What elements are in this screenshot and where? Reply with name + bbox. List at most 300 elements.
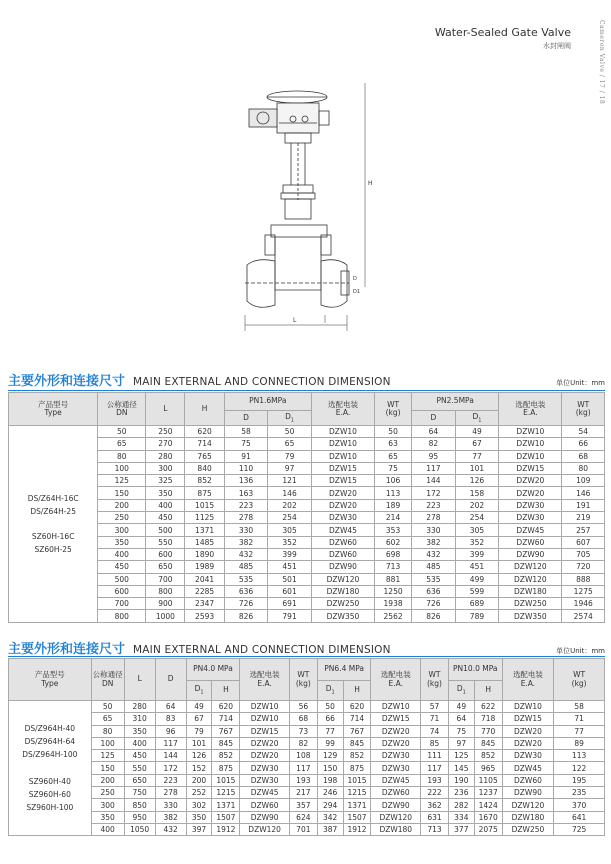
table-cell: DZW20 xyxy=(311,487,374,499)
table-cell: 330 xyxy=(155,799,186,811)
table-cell: 700 xyxy=(146,573,185,585)
table-cell: DZW30 xyxy=(499,499,562,511)
table-cell: 1250 xyxy=(375,585,412,597)
table-cell: DZW10 xyxy=(311,426,374,438)
table-cell: 80 xyxy=(562,462,605,474)
table-cell: 214 xyxy=(375,512,412,524)
table-cell: 350 xyxy=(146,487,185,499)
table-cell: 144 xyxy=(412,475,456,487)
table-cell: 387 xyxy=(317,823,343,835)
table-row xyxy=(9,536,605,548)
table-cell: DZW45 xyxy=(499,524,562,536)
th2-wt-3: WT (kg) xyxy=(554,659,605,701)
table-cell: 278 xyxy=(224,512,268,524)
table-cell: 146 xyxy=(562,487,605,499)
table-cell: 325 xyxy=(146,475,185,487)
table-cell: 800 xyxy=(98,610,146,622)
table-cell: 193 xyxy=(421,774,449,786)
table-cell: 450 xyxy=(146,512,185,524)
type-line: DS/Z964H-100 xyxy=(22,750,78,760)
table-cell: 1125 xyxy=(185,512,224,524)
table-cell: 1946 xyxy=(562,598,605,610)
table-cell: 767 xyxy=(343,725,371,737)
table-cell: 109 xyxy=(562,475,605,487)
table-cell: 400 xyxy=(124,737,155,749)
table-cell: 852 xyxy=(343,750,371,762)
th2-h-2: H xyxy=(343,681,371,701)
table-cell: 2075 xyxy=(474,823,502,835)
table-cell: 432 xyxy=(224,548,268,560)
table-cell: 163 xyxy=(224,487,268,499)
table-cell: 64 xyxy=(448,713,474,725)
section1-unit: 单位Unit：mm xyxy=(556,379,605,387)
table-row xyxy=(9,585,605,597)
table-cell: 370 xyxy=(554,799,605,811)
table-cell: 91 xyxy=(224,450,268,462)
table-cell: 100 xyxy=(91,737,124,749)
table-cell: 96 xyxy=(155,725,186,737)
th-ea-1: 选配电装 E.A. xyxy=(311,393,374,426)
th2-h-3: H xyxy=(474,681,502,701)
valve-drawing xyxy=(205,75,385,340)
table-cell: 305 xyxy=(455,524,499,536)
table-cell: 1015 xyxy=(185,499,224,511)
table-cell: 126 xyxy=(455,475,499,487)
table-cell: 432 xyxy=(155,823,186,835)
table-cell: 79 xyxy=(268,450,312,462)
table-row xyxy=(9,787,605,799)
table-row xyxy=(9,487,605,499)
table-cell: 382 xyxy=(412,536,456,548)
table-cell: 600 xyxy=(98,585,146,597)
table-cell: 68 xyxy=(562,450,605,462)
table-cell: 845 xyxy=(474,737,502,749)
table-cell: 377 xyxy=(448,823,474,835)
table-cell: 2562 xyxy=(375,610,412,622)
table-cell: 56 xyxy=(289,701,317,713)
table-row xyxy=(9,512,605,524)
table-cell: 450 xyxy=(124,750,155,762)
th2-d1-2: $D_1$ xyxy=(317,681,343,701)
table-cell: 222 xyxy=(421,787,449,799)
table-cell: 49 xyxy=(448,701,474,713)
table-cell: 158 xyxy=(455,487,499,499)
table-cell: 1050 xyxy=(124,823,155,835)
actuator-body xyxy=(277,103,319,133)
table-row xyxy=(9,548,605,560)
table-row xyxy=(9,774,605,786)
table-cell: 826 xyxy=(412,610,456,622)
table-cell: DZW350 xyxy=(499,610,562,622)
table-cell: 399 xyxy=(455,548,499,560)
table-cell: 451 xyxy=(268,561,312,573)
table-cell: 75 xyxy=(224,438,268,450)
table-cell: 362 xyxy=(421,799,449,811)
table-cell: 720 xyxy=(562,561,605,573)
table-cell: 550 xyxy=(146,536,185,548)
table-cell: 2574 xyxy=(562,610,605,622)
page-title: Water-Sealed Gate Valve xyxy=(434,26,571,39)
table-cell: 334 xyxy=(448,811,474,823)
table-cell: 900 xyxy=(146,598,185,610)
table-cell: 1371 xyxy=(212,799,240,811)
table-cell: 64 xyxy=(412,426,456,438)
table-cell: 713 xyxy=(421,823,449,835)
table-row xyxy=(9,438,605,450)
table-cell: 852 xyxy=(185,475,224,487)
table-cell: 357 xyxy=(289,799,317,811)
table-cell: 725 xyxy=(554,823,605,835)
table-cell: 97 xyxy=(448,737,474,749)
type-line: DS/Z964H-64 xyxy=(24,737,76,747)
table-cell: DZW120 xyxy=(502,799,554,811)
table-cell: 950 xyxy=(124,811,155,823)
table-cell: DZW15 xyxy=(311,462,374,474)
table-cell: 767 xyxy=(212,725,240,737)
table-cell: 691 xyxy=(268,598,312,610)
table-cell: 500 xyxy=(146,524,185,536)
dim-label-l: L xyxy=(293,317,297,324)
th-d1-1: $D_1$ xyxy=(268,411,312,426)
table-cell: DZW180 xyxy=(502,811,554,823)
table-cell: 689 xyxy=(455,598,499,610)
table-row xyxy=(9,426,605,438)
table-cell: DZW60 xyxy=(499,536,562,548)
table-cell: 550 xyxy=(124,762,155,774)
table-cell: 150 xyxy=(317,762,343,774)
table-cell: 75 xyxy=(375,462,412,474)
table-cell: DZW10 xyxy=(499,438,562,450)
table-cell: 129 xyxy=(317,750,343,762)
table-cell: 875 xyxy=(343,762,371,774)
table-cell: 77 xyxy=(455,450,499,462)
table-cell: 64 xyxy=(155,701,186,713)
table-cell: 200 xyxy=(98,499,146,511)
table-cell: 1670 xyxy=(474,811,502,823)
table-cell: 217 xyxy=(289,787,317,799)
table-cell: 236 xyxy=(448,787,474,799)
table-cell: 121 xyxy=(268,475,312,487)
table-cell: 305 xyxy=(268,524,312,536)
table-cell: 641 xyxy=(554,811,605,823)
table-cell: 701 xyxy=(289,823,317,835)
table-cell: 535 xyxy=(224,573,268,585)
table-cell: 106 xyxy=(375,475,412,487)
table-cell: DZW250 xyxy=(499,598,562,610)
table-row xyxy=(9,462,605,474)
table-cell: 342 xyxy=(317,811,343,823)
table-cell: 1237 xyxy=(474,787,502,799)
table-cell: 1424 xyxy=(474,799,502,811)
table-cell: 350 xyxy=(91,811,124,823)
type-line: SZ960H-60 xyxy=(28,790,71,800)
section1-title xyxy=(8,370,605,389)
table-cell: 50 xyxy=(98,426,146,438)
th2-h-1: H xyxy=(212,681,240,701)
th2-d: D xyxy=(155,659,186,701)
table-cell: 1015 xyxy=(212,774,240,786)
table-cell: 1000 xyxy=(146,610,185,622)
table-cell: 54 xyxy=(562,426,605,438)
table-cell: 450 xyxy=(98,561,146,573)
th2-d1-3: $D_1$ xyxy=(448,681,474,701)
table-cell: 300 xyxy=(146,462,185,474)
table-cell: 1507 xyxy=(343,811,371,823)
table-cell: 875 xyxy=(185,487,224,499)
table-cell: 700 xyxy=(98,598,146,610)
table-cell: 89 xyxy=(554,737,605,749)
table-cell: 57 xyxy=(421,701,449,713)
table-cell: 397 xyxy=(186,823,212,835)
dim-label-d1: D1 xyxy=(353,289,361,295)
table-cell: 535 xyxy=(412,573,456,585)
dimension-table-1 xyxy=(8,392,605,623)
table-cell: 330 xyxy=(412,524,456,536)
table-row xyxy=(9,701,605,713)
table-cell: 800 xyxy=(146,585,185,597)
table-cell: 770 xyxy=(474,725,502,737)
table-row xyxy=(9,450,605,462)
table-cell: DZW10 xyxy=(371,701,421,713)
table-cell: 73 xyxy=(289,725,317,737)
dim-label-h: H xyxy=(368,180,373,187)
table-cell: 1912 xyxy=(212,823,240,835)
table-cell: 310 xyxy=(124,713,155,725)
table-cell: 650 xyxy=(146,561,185,573)
table-cell: 382 xyxy=(224,536,268,548)
table-cell: 67 xyxy=(186,713,212,725)
table-cell: 68 xyxy=(289,713,317,725)
table-cell: 2347 xyxy=(185,598,224,610)
table-cell: 82 xyxy=(412,438,456,450)
table-cell: 826 xyxy=(224,610,268,622)
table-cell: 714 xyxy=(343,713,371,725)
type-line: DS/Z964H-40 xyxy=(24,724,76,734)
table-cell: DZW10 xyxy=(240,701,290,713)
table-cell: 845 xyxy=(343,737,371,749)
table-cell: DZW250 xyxy=(502,823,554,835)
table-row xyxy=(9,725,605,737)
table-cell: 714 xyxy=(212,713,240,725)
th2-ea-2: 选配电装 E.A. xyxy=(371,659,421,701)
table-row xyxy=(9,573,605,585)
table-cell: 200 xyxy=(186,774,212,786)
th2-wt-2: WT (kg) xyxy=(421,659,449,701)
table-cell: DZW120 xyxy=(499,561,562,573)
table-cell: DZW90 xyxy=(240,811,290,823)
type-line: DS/Z64H-16C xyxy=(27,493,79,503)
table-cell: DZW60 xyxy=(240,799,290,811)
table-cell: 99 xyxy=(317,737,343,749)
table-cell: 280 xyxy=(146,450,185,462)
table-cell: 172 xyxy=(155,762,186,774)
table-cell: 117 xyxy=(412,462,456,474)
table-cell: 500 xyxy=(98,573,146,585)
table-row xyxy=(9,811,605,823)
table-cell: 278 xyxy=(412,512,456,524)
th2-pn100: PN10.0 MPa xyxy=(448,659,502,681)
table-cell: 79 xyxy=(186,725,212,737)
table-cell: 111 xyxy=(421,750,449,762)
table-cell: DZW30 xyxy=(499,512,562,524)
table-cell: 152 xyxy=(186,762,212,774)
table-cell: 965 xyxy=(474,762,502,774)
table-cell: DZW30 xyxy=(240,762,290,774)
table-cell: 1485 xyxy=(185,536,224,548)
section2-title-en: MAIN EXTERNAL AND CONNECTION DIMENSION xyxy=(133,644,391,656)
table-cell: 58 xyxy=(224,426,268,438)
table-cell: DZW20 xyxy=(240,750,290,762)
valve-drawing-svg xyxy=(205,75,385,340)
table-cell: DZW30 xyxy=(240,774,290,786)
table-cell: 714 xyxy=(185,438,224,450)
table-cell: 280 xyxy=(124,701,155,713)
th2-l: L xyxy=(124,659,155,701)
table-cell: 223 xyxy=(155,774,186,786)
table-cell: 83 xyxy=(155,713,186,725)
th-d-2: D xyxy=(412,411,456,426)
table-cell: 1371 xyxy=(343,799,371,811)
th-d-1: D xyxy=(224,411,268,426)
table-cell: 607 xyxy=(562,536,605,548)
table-cell: DZW30 xyxy=(502,750,554,762)
table-cell: 125 xyxy=(448,750,474,762)
table-cell: 113 xyxy=(375,487,412,499)
table-cell: 65 xyxy=(91,713,124,725)
table-row xyxy=(9,762,605,774)
table-cell: 1912 xyxy=(343,823,371,835)
table-cell: DZW90 xyxy=(311,561,374,573)
table-cell: 50 xyxy=(317,701,343,713)
table-cell: DZW60 xyxy=(502,774,554,786)
th-h: H xyxy=(185,393,224,426)
table-cell: 82 xyxy=(289,737,317,749)
table-cell: 235 xyxy=(554,787,605,799)
table-cell: 1215 xyxy=(343,787,371,799)
table-cell: 136 xyxy=(224,475,268,487)
th-wt-2: WT (kg) xyxy=(562,393,605,426)
table-cell: 193 xyxy=(289,774,317,786)
table-cell: 63 xyxy=(375,438,412,450)
table-cell: DZW10 xyxy=(240,713,290,725)
side-note: Cameron Valve / 17 / 18 xyxy=(598,20,605,105)
type-cell xyxy=(9,426,98,623)
table-cell: 451 xyxy=(455,561,499,573)
th-wt-1: WT (kg) xyxy=(375,393,412,426)
page-subtitle: 水封闸阀 xyxy=(543,42,571,50)
table-cell: 840 xyxy=(185,462,224,474)
table-cell: 620 xyxy=(185,426,224,438)
table-cell: 352 xyxy=(455,536,499,548)
table-cell: DZW20 xyxy=(502,725,554,737)
table-cell: 765 xyxy=(185,450,224,462)
table-cell: DZW350 xyxy=(311,610,374,622)
table-cell: 599 xyxy=(455,585,499,597)
table-cell: 499 xyxy=(455,573,499,585)
table-cell: 191 xyxy=(562,499,605,511)
table-cell: 845 xyxy=(212,737,240,749)
table-cell: 223 xyxy=(224,499,268,511)
table-cell: 250 xyxy=(98,512,146,524)
table-row xyxy=(9,561,605,573)
th-d1-2: $D_1$ xyxy=(455,411,499,426)
dim-label-d: D xyxy=(353,276,357,282)
type-line: SZ60H-16C xyxy=(31,531,75,541)
table-cell: 117 xyxy=(289,762,317,774)
table-cell: DZW30 xyxy=(371,762,421,774)
table-cell: 252 xyxy=(186,787,212,799)
table-cell: 631 xyxy=(421,811,449,823)
table-cell: DZW60 xyxy=(371,787,421,799)
th2-ea-3: 选配电装 E.A. xyxy=(502,659,554,701)
table-cell: 789 xyxy=(455,610,499,622)
table-row xyxy=(9,598,605,610)
table-cell: 850 xyxy=(124,799,155,811)
table-cell: 282 xyxy=(448,799,474,811)
table-cell: DZW90 xyxy=(371,799,421,811)
table-cell: DZW10 xyxy=(311,450,374,462)
table-cell: 189 xyxy=(375,499,412,511)
table-cell: 1105 xyxy=(474,774,502,786)
table-cell: DZW30 xyxy=(311,512,374,524)
table-cell: 1015 xyxy=(343,774,371,786)
table-row xyxy=(9,524,605,536)
table-cell: DZW10 xyxy=(502,701,554,713)
table-cell: 49 xyxy=(186,701,212,713)
table-cell: DZW20 xyxy=(499,475,562,487)
table-cell: 50 xyxy=(268,426,312,438)
table-cell: 400 xyxy=(98,548,146,560)
table-cell: 108 xyxy=(289,750,317,762)
table-cell: 257 xyxy=(562,524,605,536)
table-cell: 1890 xyxy=(185,548,224,560)
table-cell: 400 xyxy=(146,499,185,511)
table-cell: 2285 xyxy=(185,585,224,597)
th2-wt-1: WT (kg) xyxy=(289,659,317,701)
table-cell: 66 xyxy=(317,713,343,725)
th-type: 产品型号 Type xyxy=(9,393,98,426)
table-cell: DZW90 xyxy=(502,787,554,799)
table-cell: 602 xyxy=(375,536,412,548)
table-cell: 250 xyxy=(146,426,185,438)
table-cell: DZW10 xyxy=(499,426,562,438)
table-cell: DZW120 xyxy=(240,823,290,835)
table-cell: 726 xyxy=(412,598,456,610)
table-cell: 485 xyxy=(412,561,456,573)
table-cell: 101 xyxy=(186,737,212,749)
table-cell: DZW180 xyxy=(499,585,562,597)
table-cell: 294 xyxy=(317,799,343,811)
table-cell: 750 xyxy=(124,787,155,799)
table-cell: 718 xyxy=(474,713,502,725)
table-cell: 66 xyxy=(562,438,605,450)
table-cell: 620 xyxy=(212,701,240,713)
table-cell: 399 xyxy=(268,548,312,560)
table-cell: 97 xyxy=(268,462,312,474)
table-cell: 875 xyxy=(212,762,240,774)
table-cell: 126 xyxy=(186,750,212,762)
table-cell: 246 xyxy=(317,787,343,799)
table-cell: 300 xyxy=(91,799,124,811)
table-cell: 200 xyxy=(91,774,124,786)
table-cell: 1371 xyxy=(185,524,224,536)
table-cell: 110 xyxy=(224,462,268,474)
table-cell: 881 xyxy=(375,573,412,585)
table-cell: DZW20 xyxy=(371,725,421,737)
table-cell: 350 xyxy=(124,725,155,737)
table-cell: 1507 xyxy=(212,811,240,823)
table-cell: 624 xyxy=(289,811,317,823)
